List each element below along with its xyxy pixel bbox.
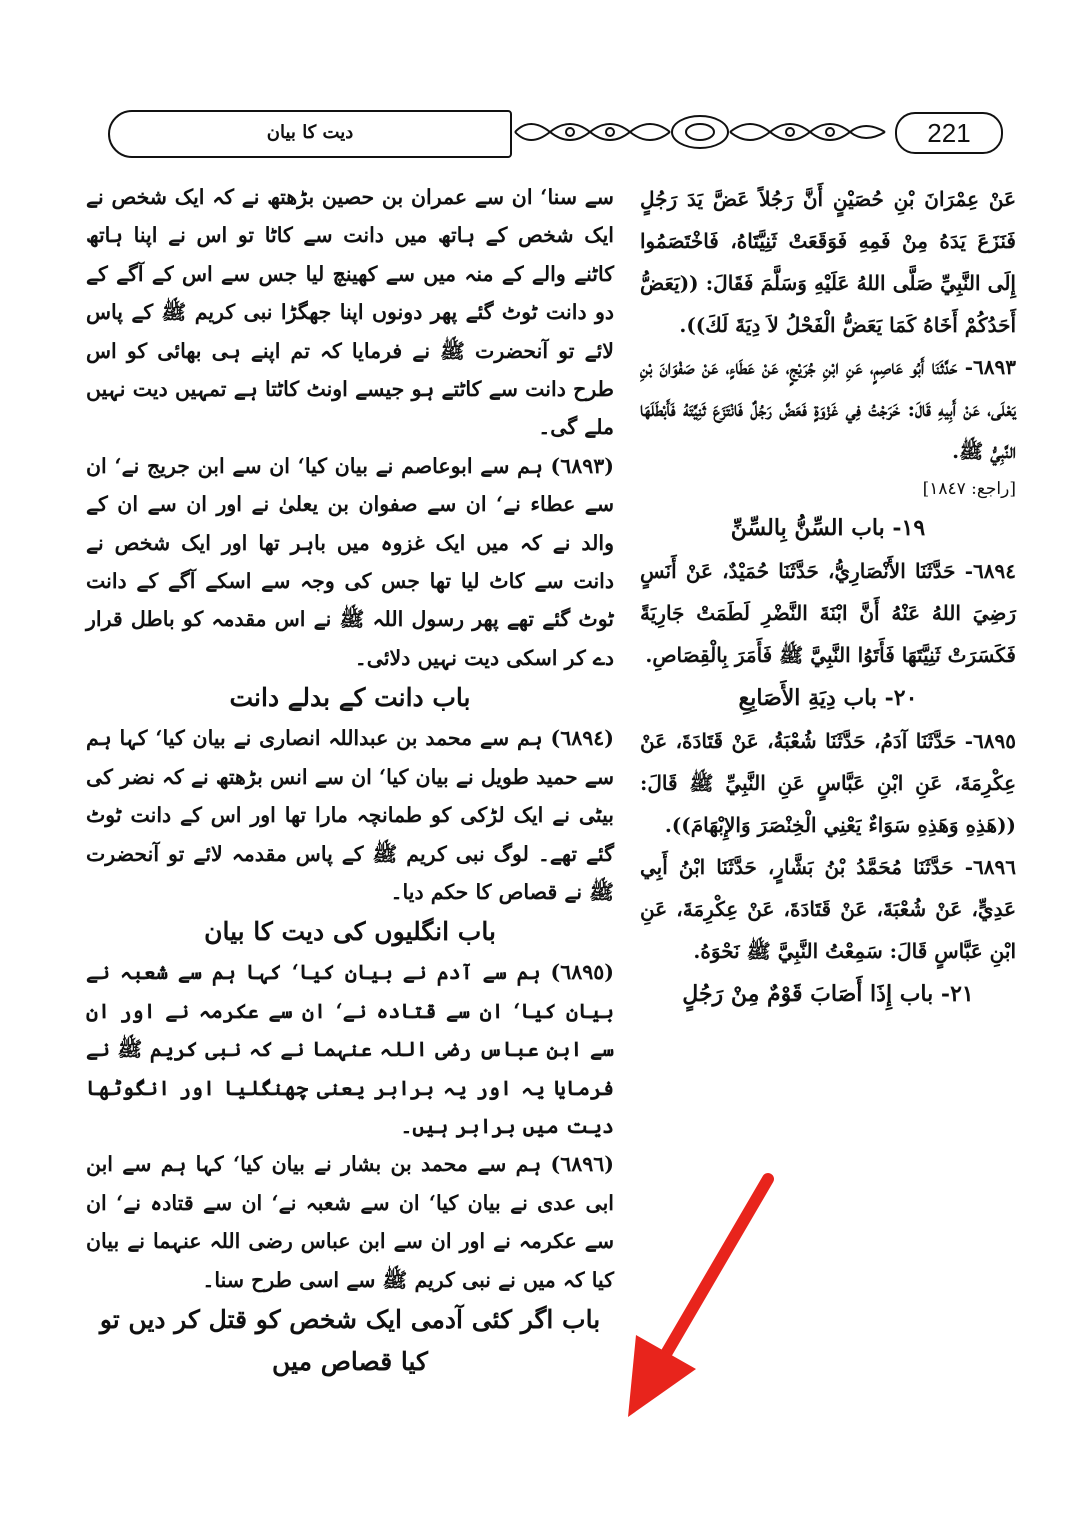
ornament-divider	[510, 108, 890, 156]
page-number-box	[895, 112, 1003, 154]
urdu-heading-2: باب انگلیوں کی دیت کا بیان	[204, 917, 496, 947]
page-number: 221	[927, 118, 971, 148]
urdu-heading-1: باب دانت کے بدلے دانت	[229, 683, 471, 713]
urdu-paragraph-5: (٦٨٩٦) ہم سے محمد بن بشار نے بیان کیا‘ کہا ہم سے ابن ابی عدی نے بیان کیا‘ ان سے شعبہ نے‘ ان سے قتادہ نے‘ ان سے عکرمہ نے اور ان سے ابن عباس رضی اللہ عنہما نے بیان کیا کہ میں نے نبی کریم ﷺ سے اسی طرح سنا۔	[86, 1152, 614, 1292]
red-arrow-annotation	[600, 1165, 800, 1435]
arabic-paragraph-2: ٦٨٩٣- حَدَّثَنَا أَبُو عَاصِمٍ، عَنِ ابْنِ جُرَيْجٍ، عَنْ عَطَاءٍ، عَنْ صَفْوَانَ بْنِ يَعْلَى، عَنْ أَبِيهِ قَالَ: خَرَجْتُ فِي غَزْوَةٍ فَعَضَّ رَجُلٌ فَانْتَزَعَ ثَنِيَّتَهُ فَأَبْطَلَهَا النَّبِيُّ ﷺ.	[640, 355, 1016, 463]
arabic-paragraph-5: ٦٨٩٦- حَدَّثَنَا مُحَمَّدُ بْنُ بَشَّارٍ، حَدَّثَنَا ابْنُ أَبِي عَدِيٍّ، عَنْ شُعْبَةَ، عَنْ قَتَادَةَ، عَنْ عِكْرِمَةَ، عَنِ ابْنِ عَبَّاسٍ قَالَ: سَمِعْتُ النَّبِيَّ ﷺ نَحْوَهُ.	[640, 855, 1016, 963]
arabic-column	[640, 178, 1016, 1016]
arabic-paragraph-3: ٦٨٩٤- حَدَّثَنَا الأَنْصَارِيُّ، حَدَّثَنَا حُمَيْدٌ، عَنْ أَنَسٍ رَضِيَ اللهُ عَنْهُ أَنَّ ابْنَةَ النَّضْرِ لَطَمَتْ جَارِيَةً فَكَسَرَتْ ثَنِيَّتَهَا فَأَتَوُا النَّبِيَّ ﷺ فَأَمَرَ بِالْقِصَاصِ.	[640, 559, 1016, 667]
arabic-paragraph-4: ٦٨٩٥- حَدَّثَنَا آدَمُ، حَدَّثَنَا شُعْبَةُ، عَنْ قَتَادَةَ، عَنْ عِكْرِمَةَ، عَنِ ابْنِ عَبَّاسٍ عَنِ النَّبِيِّ ﷺ قَالَ: ((هَذِهِ وَهَذِهِ سَوَاءٌ يَعْنِي الْخِنْصَرَ وَالإِبْهَامَ)).	[640, 729, 1016, 837]
page-header	[100, 104, 1012, 160]
urdu-heading-3: باب اگر کئی آدمی ایک شخص کو قتل کر دیں تو کیا قصاص میں	[99, 1304, 601, 1376]
urdu-paragraph-2: (٦٨٩٣) ہم سے ابوعاصم نے بیان کیا‘ ان سے ابن جریج نے‘ ان سے عطاء نے‘ ان سے صفوان بن یعلیٰ نے اور ان سے ان کے والد نے کہ میں ایک غزوہ میں باہر تھا اور ایک شخص نے دانت سے کاٹ لیا تھا جس کی وجہ سے اسکے آگے کے دانت ٹوٹ گئے تھے پھر رسول اللہ ﷺ نے اس مقدمہ کو باطل قرار دے کر اسکی دیت نہیں دلائی۔	[86, 453, 614, 670]
chapter-title: دیت کا بیان	[266, 122, 354, 143]
reference-note: [راجع: ١٨٤٧]	[922, 479, 1016, 499]
urdu-paragraph-3: (٦٨٩٤) ہم سے محمد بن عبداللہ انصاری نے بیان کیا‘ کہا ہم سے حمید طویل نے بیان کیا‘ ان سے انس بڑھتھ نے کہ نضر کی بیٹی نے ایک لڑکی کو طمانچہ مارا تھا اور اس کے دانت ٹوٹ گئے تھے۔ لوگ نبی کریم ﷺ کے پاس مقدمہ لائے تو آنحضرت ﷺ نے قصاص کا حکم دیا۔	[86, 726, 614, 904]
urdu-column	[86, 178, 614, 1383]
chapter-title-box	[108, 110, 512, 158]
arabic-heading-3: ٢١- باب إِذَا أَصَابَ قَوْمٌ مِنْ رَجُلٍ	[682, 981, 974, 1007]
urdu-paragraph-1: سے سنا‘ ان سے عمران بن حصین بڑھتھ نے کہ ایک شخص نے ایک شخص کے ہاتھ میں دانت سے کاٹا تو اس نے اپنا ہاتھ کاٹنے والے کے منہ میں سے کھینچ لیا جس سے اس کے آگے کے دو دانت ٹوٹ گئے پھر دونوں اپنا جھگڑا نبی کریم ﷺ کے پاس لائے تو آنحضرت ﷺ نے فرمایا کہ تم اپنے ہی بھائی کو اس طرح دانت سے کاٹتے ہو جیسے اونٹ کاٹتا ہے تمہیں دیت نہیں ملے گی۔	[86, 185, 614, 440]
arabic-heading-1: ١٩- باب السِّنُّ بِالسِّنِّ	[730, 515, 926, 541]
urdu-paragraph-4: (٦٨٩٥) ہم سے آدم نے بیان کیا‘ کہا ہم سے شعبہ نے بیان کیا‘ ان سے قتادہ نے‘ ان سے عکرمہ نے اور ان سے ابن عباس رضی اللہ عنہما نے کہ نبی کریم ﷺ نے فرمایا یہ اور یہ برابر یعنی چھنگلیا اور انگوٹھا دیت میں برابر ہیں۔	[86, 960, 614, 1138]
arabic-paragraph-1: عَنْ عِمْرَانَ بْنِ حُصَيْنٍ أَنَّ رَجُلاً عَضَّ يَدَ رَجُلٍ فَنَزَعَ يَدَهُ مِنْ فَمِهِ فَوَقَعَتْ ثَنِيَّتَاهُ، فَاخْتَصَمُوا إِلَى النَّبِيِّ صَلَّى اللهُ عَلَيْهِ وَسَلَّمَ فَقَالَ: ((يَعَضُّ أَحَدُكُمْ أَخَاهُ كَمَا يَعَضُّ الْفَحْلُ لاَ دِيَةَ لَكَ)).	[640, 187, 1016, 337]
arabic-heading-2: ٢٠- باب دِيَةِ الأَصَابِعِ	[738, 685, 918, 711]
